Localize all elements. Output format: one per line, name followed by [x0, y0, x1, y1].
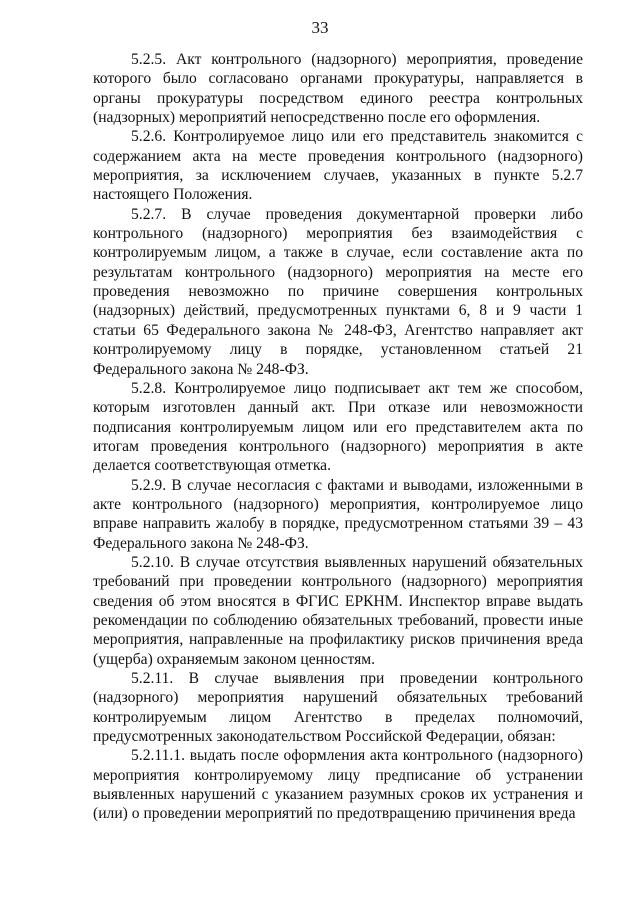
paragraph-5-2-11: 5.2.11. В случае выявления при проведении контрольного (надзорного) мероприятия нарушений обязательных требований контролируемым лицом Агентство в пределах полномочий, предусмотренных законодательством Российской Федерации, обязан: — [93, 670, 583, 746]
page-number: 33 — [311, 18, 329, 37]
paragraph-5-2-6: 5.2.6. Контролируемое лицо или его представитель знакомится с содержанием акта на месте проведения контрольного (надзорного) мероприятия, за исключением случаев, указанных в пункте 5.2.7 настоящего Положения. — [93, 128, 583, 204]
paragraph-5-2-8: 5.2.8. Контролируемое лицо подписывает акт тем же способом, которым изготовлен данный акт. При отказе или невозможности подписания контролируемым лицом или его представителем акта по итогам проведения контрольного (надзорного) мероприятия в акте делается соответствующая отметка. — [93, 379, 583, 475]
document-body — [93, 50, 583, 824]
paragraph-5-2-11-1: 5.2.11.1. выдать после оформления акта контрольного (надзорного) мероприятия контролируемому лицу предписание об устранении выявленных нарушений с указанием разумных сроков их устранения и (или) о проведении мероприятий по предотвращению причинения вреда — [93, 747, 583, 823]
paragraph-5-2-5: 5.2.5. Акт контрольного (надзорного) мероприятия, проведение которого было согласовано органами прокуратуры, направляется в органы прокуратуры посредством единого реестра контрольных (надзорных) мероприятий непосредственно после его оформления. — [93, 51, 583, 127]
paragraph-5-2-9: 5.2.9. В случае несогласия с фактами и выводами, изложенными в акте контрольного (надзорного) мероприятия, контролируемое лицо вправе направить жалобу в порядке, предусмотренном статьями 39 – 43 Федерального закона № 248-ФЗ. — [93, 476, 583, 552]
paragraph-5-2-7: 5.2.7. В случае проведения документарной проверки либо контрольного (надзорного) мероприятия без взаимодействия с контролируемым лицом, а также в случае, если составление акта по результатам контрольного (надзорного) мероприятия на месте его проведения невозможно по причине совершения контрольных (надзорных) действий, предусмотренных пунктами 6, 8 и 9 части 1 статьи 65 Федерального закона № 248-ФЗ, Агентство направляет акт контролируемому лицу в порядке, установленном статьей 21 Федерального закона № 248-ФЗ. — [93, 205, 583, 378]
paragraph-5-2-10: 5.2.10. В случае отсутствия выявленных нарушений обязательных требований при проведении контрольного (надзорного) мероприятия сведения об этом вносятся в ФГИС ЕРКНМ. Инспектор вправе выдать рекомендации по соблюдению обязательных требований, провести иные мероприятия, направленные на профилактику рисков причинения вреда (ущерба) охраняемым законом ценностям. — [93, 553, 583, 668]
